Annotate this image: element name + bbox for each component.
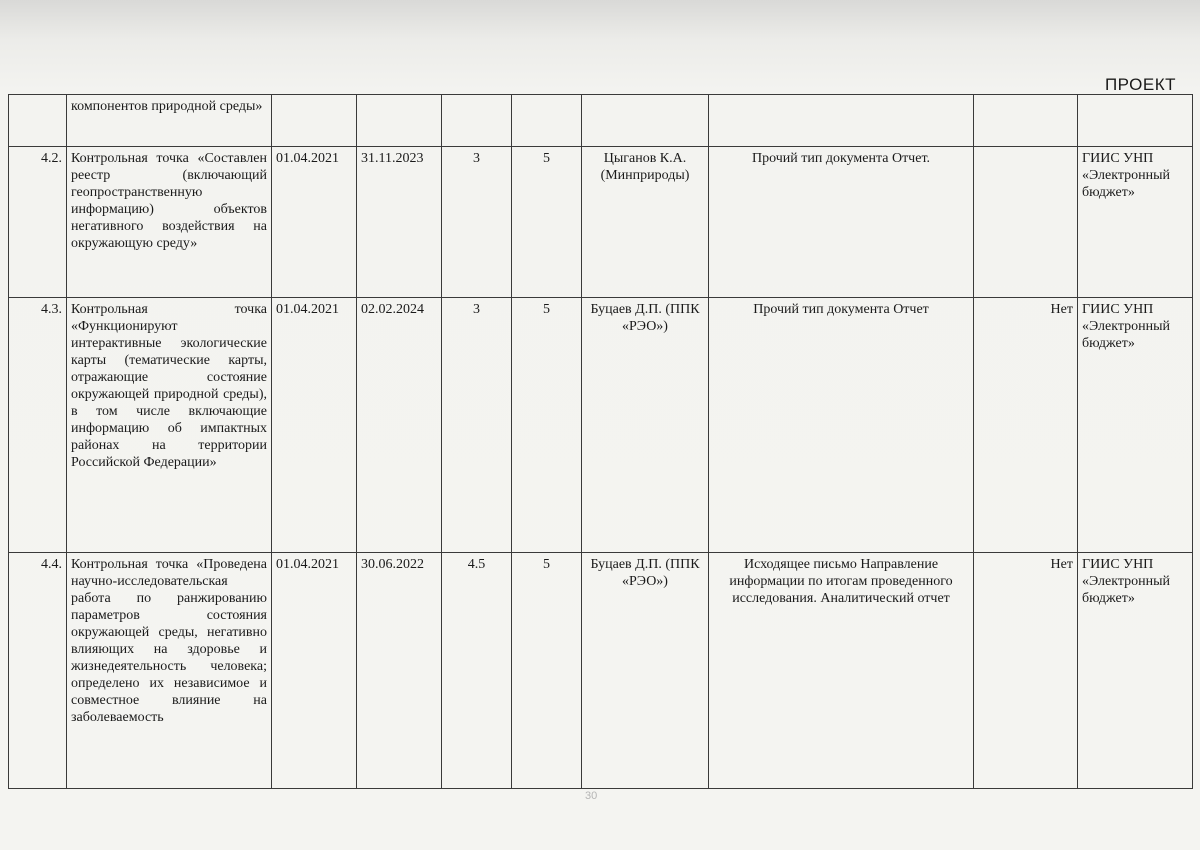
system-cell — [1078, 95, 1193, 147]
responsible-cell: Буцаев Д.П. (ППК «РЭО») — [582, 553, 709, 789]
row-number — [9, 95, 67, 147]
code-cell: 5 — [512, 147, 582, 298]
row-number: 4.3. — [9, 298, 67, 553]
result-cell — [974, 147, 1078, 298]
result-cell: Нет — [974, 553, 1078, 789]
end-date: 31.11.2023 — [357, 147, 442, 298]
start-date: 01.04.2021 — [272, 147, 357, 298]
document-type-cell: Прочий тип документа Отчет — [709, 298, 974, 553]
event-name: Контрольная точка «Проведена научно-исследовательская работа по ранжированию параметров состояния окружающей среды, негативно влияющих на здоровье и жизнедеятельность человека; определено их независимое и совместное влияние на заболеваемость — [67, 553, 272, 789]
system-cell: ГИИС УНП «Электронный бюджет» — [1078, 298, 1193, 553]
result-cell: Нет — [974, 298, 1078, 553]
row-number: 4.4. — [9, 553, 67, 789]
end-date: 30.06.2022 — [357, 553, 442, 789]
code-cell: 5 — [512, 298, 582, 553]
start-date: 01.04.2021 — [272, 298, 357, 553]
start-date: 01.04.2021 — [272, 553, 357, 789]
document-type-cell: Исходящее письмо Направление информации по итогам проведенного исследования. Аналитический отчет — [709, 553, 974, 789]
level-cell: 4.5 — [442, 553, 512, 789]
table-row — [9, 298, 1193, 553]
document-type-cell — [709, 95, 974, 147]
table-row — [9, 147, 1193, 298]
page-number: 30 — [585, 790, 598, 802]
result-cell — [974, 95, 1078, 147]
responsible-cell — [582, 95, 709, 147]
document-type-cell: Прочий тип документа Отчет. — [709, 147, 974, 298]
system-cell: ГИИС УНП «Электронный бюджет» — [1078, 147, 1193, 298]
start-date — [272, 95, 357, 147]
responsible-cell: Цыганов К.А. (Минприроды) — [582, 147, 709, 298]
code-cell: 5 — [512, 553, 582, 789]
table-row — [9, 553, 1193, 789]
system-cell: ГИИС УНП «Электронный бюджет» — [1078, 553, 1193, 789]
event-name: компонентов природной среды» — [67, 95, 272, 147]
event-name: Контрольная точка «Функционируют интерактивные экологические карты (тематические карты, отражающие состояние окружающей природной среды), в том числе включающие информацию об импактных районах на территории Российской Федерации» — [67, 298, 272, 553]
responsible-cell: Буцаев Д.П. (ППК «РЭО») — [582, 298, 709, 553]
row-number: 4.2. — [9, 147, 67, 298]
level-cell: 3 — [442, 298, 512, 553]
event-name: Контрольная точка «Составлен реестр (включающий геопространственную информацию) объектов негативного воздействия на окружающую среду» — [67, 147, 272, 298]
end-date — [357, 95, 442, 147]
code-cell — [512, 95, 582, 147]
level-cell: 3 — [442, 147, 512, 298]
level-cell — [442, 95, 512, 147]
table-row — [9, 95, 1193, 147]
end-date: 02.02.2024 — [357, 298, 442, 553]
plan-table — [8, 94, 1193, 789]
project-stamp: ПРОЕКТ — [1104, 75, 1176, 94]
